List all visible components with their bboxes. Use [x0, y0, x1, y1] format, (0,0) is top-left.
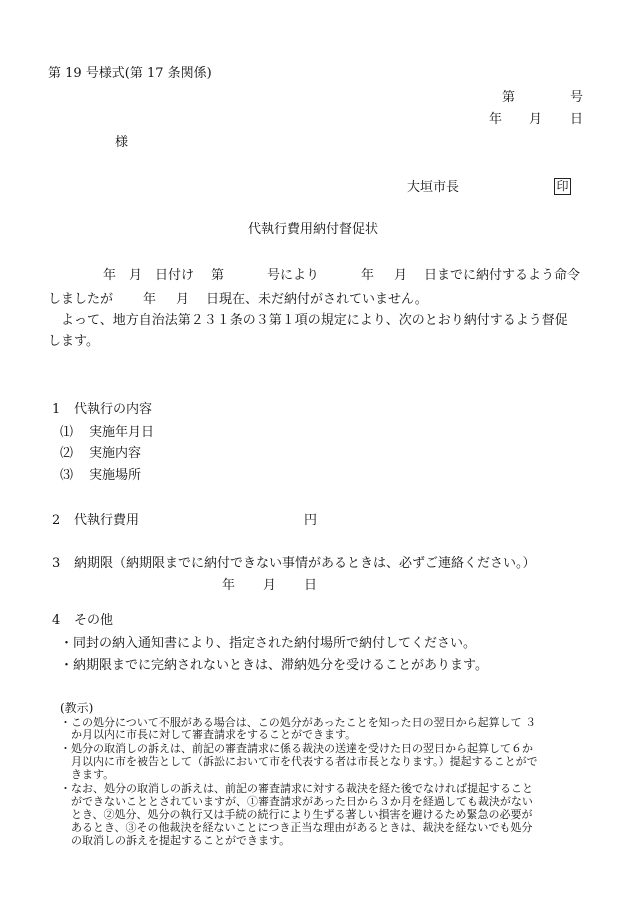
document-title: 代執行費用納付督促状 — [248, 222, 379, 237]
notice-line-6: ・なお、処分の取消しの訴えは、前記の審査請求に対する裁決を経た後でなければ提起すること — [60, 782, 533, 795]
section-4-item-1: ・同封の納入通知書により、指定された納付場所で納付してください。 — [60, 636, 477, 651]
date-month: 月 — [529, 112, 543, 127]
section-1-item-1-label: 実施年月日 — [89, 425, 155, 440]
body-line2-year: 年 — [143, 292, 157, 307]
section-2-unit: 円 — [304, 513, 318, 528]
due-date-year: 年 — [222, 578, 236, 593]
body-line1-month: 月 — [129, 268, 143, 283]
document-number-suffix: 号 — [570, 90, 584, 105]
section-2-label: 代執行費用 — [74, 513, 140, 528]
notice-line-5: きます。 — [71, 768, 115, 781]
date-day: 日 — [570, 112, 584, 127]
section-4-label: その他 — [74, 613, 114, 628]
body-line1-month2: 月 — [394, 268, 408, 283]
document-number-prefix: 第 — [502, 90, 516, 105]
due-date-day: 日 — [304, 578, 318, 593]
section-1-item-3-label: 実施場所 — [89, 468, 142, 483]
body-line1-year2: 年 — [361, 268, 375, 283]
section-2-number: 2 — [52, 513, 61, 528]
issuer-name: 大垣市長 — [407, 180, 460, 195]
notice-line-8: とき、②処分、処分の執行又は手続の続行により生ずる著しい損害を避けるため緊急の必要が — [71, 808, 533, 821]
body-line1-tail: 日までに納付するよう命令 — [424, 268, 581, 283]
section-3-label: 納期限（納期限までに納付できない事情があるときは、必ずご連絡ください。） — [74, 556, 536, 571]
notice-heading: (教示) — [60, 701, 94, 715]
body-line4: します。 — [48, 334, 99, 349]
notice-line-10: の取消しの訴えを提起することができます。 — [71, 834, 291, 847]
body-line2-month: 月 — [176, 292, 190, 307]
section-1-item-2-number: ⑵ — [60, 446, 74, 461]
body-line1-goniyori: 号により — [267, 268, 320, 283]
section-4-number: 4 — [52, 613, 61, 628]
section-3-number: 3 — [52, 556, 61, 571]
form-label: 第 19 号様式(第 17 条関係) — [48, 66, 212, 81]
body-line3: よって、地方自治法第２３１条の３第１項の規定により、次のとおり納付するよう督促 — [61, 313, 568, 328]
section-1-item-1-number: ⑴ — [60, 425, 74, 440]
body-line1-year: 年 — [103, 268, 117, 283]
body-line2-head: しましたが — [48, 292, 114, 307]
body-line1-day: 日付け — [155, 268, 195, 283]
due-date-month: 月 — [263, 578, 277, 593]
body-line2-tail: 日現在、未だ納付がされていません。 — [206, 292, 428, 307]
section-1-label: 代執行の内容 — [74, 402, 153, 417]
notice-line-9: あるとき、③その他裁決を経ないことにつき正当な理由があるときは、裁決を経ないでも処分 — [71, 821, 533, 834]
section-1-item-2-label: 実施内容 — [89, 446, 142, 461]
section-1-item-3-number: ⑶ — [60, 468, 74, 483]
notice-line-2: か月以内に市長に対して審査請求をすることができます。 — [71, 728, 357, 741]
section-1-number: 1 — [52, 402, 61, 417]
seal-mark: 印 — [554, 178, 571, 195]
notice-line-3: ・処分の取消しの訴えは、前記の審査請求に係る裁決の送達を受けた日の翌日から起算して６か — [60, 742, 533, 755]
date-year: 年 — [489, 112, 503, 127]
body-line1-dai: 第 — [211, 268, 225, 283]
addressee-honorific: 様 — [115, 135, 129, 150]
section-4-item-2: ・納期限までに完納されないときは、滞納処分を受けることがあります。 — [60, 658, 488, 673]
notice-line-7: ができないこととされていますが、①審査請求があった日から３か月を経過しても裁決がない — [71, 795, 533, 808]
notice-line-1: ・この処分について不服がある場合は、この処分があったことを知った日の翌日から起算して ３ — [60, 716, 537, 729]
notice-line-4: 月以内に市を被告として（訴訟において市を代表する者は市長となります。）提起することがで — [71, 755, 538, 768]
